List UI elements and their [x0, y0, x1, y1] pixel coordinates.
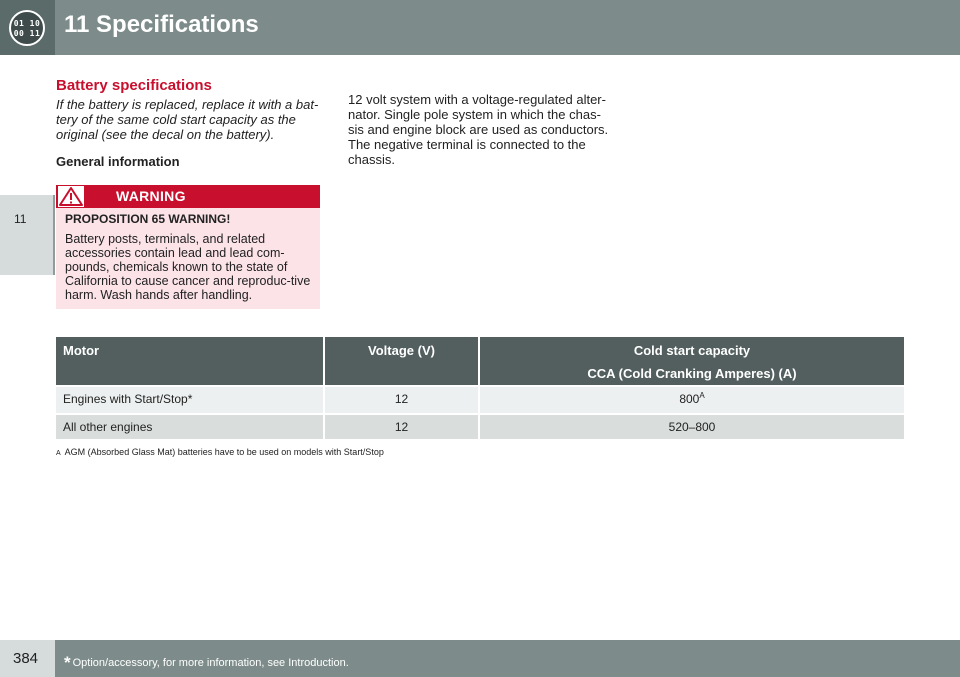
- chapter-tab-divider: [53, 195, 55, 275]
- binary-chapter-icon: [9, 10, 45, 46]
- footer-note: [64, 651, 349, 671]
- warning-text: Battery posts, terminals, and related accessories contain lead and lead com-pounds, chemicals known to the state of California to cause cancer and reproduc-tive harm. Wash hands after handling.: [65, 232, 311, 302]
- footer-star: *: [64, 653, 71, 672]
- footnote-text: AGM (Absorbed Glass Mat) batteries have to be used on models with Start/Stop: [64, 447, 384, 457]
- cell-motor: All other engines: [56, 414, 324, 440]
- chapter-badge: [0, 0, 55, 55]
- chapter-tab: [0, 195, 53, 275]
- left-rail: [0, 55, 55, 640]
- header-cca-line-1: Cold start capacity: [633, 343, 751, 358]
- table-row: [56, 386, 904, 414]
- battery-spec-table: [56, 337, 904, 441]
- cca-value: 800: [679, 392, 700, 406]
- cell-voltage: 12: [324, 386, 479, 414]
- footnote-mark: A: [56, 450, 61, 457]
- chapter-title: 11 Specifications: [64, 11, 259, 38]
- badge-line-1: 01 10: [13, 19, 41, 28]
- warning-label: WARNING: [116, 188, 186, 204]
- warning-box: [56, 185, 320, 309]
- warning-triangle-icon: [58, 186, 84, 207]
- chapter-header: [0, 0, 960, 55]
- page-number: 384: [13, 650, 39, 667]
- header-cca-line-2: CCA (Cold Cranking Amperes) (A): [587, 366, 797, 381]
- cell-cca: [479, 386, 904, 414]
- warning-title: PROPOSITION 65 WARNING!: [65, 212, 231, 226]
- chapter-tab-number: 11: [14, 212, 27, 226]
- warning-bar: [56, 185, 320, 208]
- cell-cca: 520–800: [479, 414, 904, 440]
- page-footer: [0, 640, 960, 677]
- table-row: [56, 414, 904, 440]
- footer-note-text: Option/accessory, for more information, see Introduction.: [72, 657, 349, 669]
- header-motor: Motor: [56, 337, 324, 386]
- header-cca: [479, 337, 904, 386]
- cell-motor: Engines with Start/Stop*: [56, 386, 324, 414]
- header-voltage: Voltage (V): [324, 337, 479, 386]
- general-information-text: 12 volt system with a voltage-regulated alter-nator. Single pole system in which the chas-sis and engine block are used as conductors. The negative terminal is connected to the chassis.: [348, 92, 609, 167]
- section-heading: Battery specifications: [56, 77, 212, 94]
- table-footnote: [56, 447, 384, 457]
- page-number-box: [0, 640, 55, 677]
- intro-paragraph: If the battery is replaced, replace it with a bat-tery of the same cold start capacity as the original (see the decal on the battery).: [56, 97, 319, 142]
- subheading-general-information: General information: [56, 154, 180, 169]
- cell-voltage: 12: [324, 414, 479, 440]
- table-header-row: [56, 337, 904, 386]
- badge-line-2: 00 11: [13, 29, 41, 38]
- cca-footnote-ref: A: [699, 391, 705, 400]
